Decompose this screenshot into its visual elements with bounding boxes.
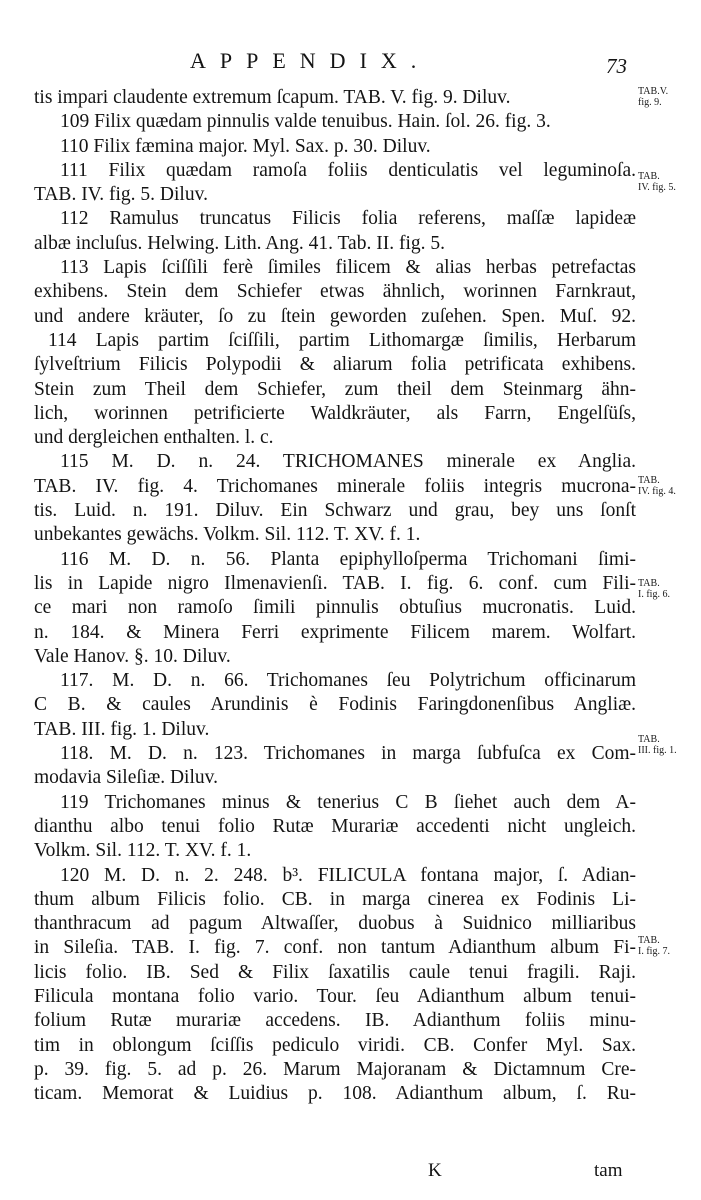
- text-line: n. 184. & Minera Ferri exprimente Filicem marem. Wolfart.: [34, 621, 636, 643]
- text-line: 111 Filix quædam ramoſa foliis denticulatis vel leguminoſa.: [60, 159, 636, 181]
- text-line: 116 M. D. n. 56. Planta epiphylloſperma Trichomani ſimi-: [60, 548, 636, 570]
- text-line: thanthracum ad pagum Altwaſſer, duobus à Suidnico milliaribus: [34, 913, 636, 935]
- text-line: Vale Hanov. §. 10. Diluv.: [34, 645, 231, 667]
- margin-note: IV. fig. 4.: [638, 485, 676, 497]
- margin-note: TAB.: [638, 578, 660, 589]
- text-line: TAB. IV. fig. 4. Trichomanes minerale foliis integris mucrona-: [34, 475, 636, 497]
- text-line: 109 Filix quædam pinnulis valde tenuibus. Hain. ſol. 26. fig. 3.: [60, 111, 551, 133]
- text-line: 113 Lapis ſciſſili ferè ſimiles filicem & alias herbas petrefactas: [60, 257, 636, 279]
- text-line: tis. Luid. n. 191. Diluv. Ein Schwarz und grau, bey uns ſonſt: [34, 500, 636, 522]
- text-line: lis in Lapide nigro Ilmenavienſi. TAB. I. fig. 6. conf. cum Fili-: [34, 572, 636, 594]
- text-line: ticam. Memorat & Luidius p. 108. Adianthum album, ſ. Ru-: [34, 1083, 636, 1105]
- text-line: 110 Filix fæmina major. Myl. Sax. p. 30. Diluv.: [60, 135, 431, 157]
- text-line: 119 Trichomanes minus & tenerius C B ſiehet auch dem A-: [60, 791, 636, 813]
- margin-note: III. fig. 1.: [638, 745, 677, 757]
- text-line: p. 39. fig. 5. ad p. 26. Marum Majoranam & Dictamnum Cre-: [34, 1058, 636, 1080]
- text-line: ce mari non ramoſo ſimili pinnulis obtuſius mucronatis. Luid.: [34, 597, 636, 619]
- margin-note: TAB.V.: [638, 86, 669, 97]
- body-text: [34, 86, 636, 1106]
- text-line: 118. M. D. n. 123. Trichomanes in marga ſubfuſca ex Com-: [60, 743, 636, 765]
- margin-note: TAB.: [638, 474, 660, 486]
- text-line: dianthu albo tenui folio Rutæ Murariæ accedenti nicht ungleich.: [34, 815, 636, 837]
- text-line: exhibens. Stein dem Schiefer etwas ähnlich, worinnen Farnkraut,: [34, 281, 636, 303]
- text-line: lich, worinnen petrificierte Waldkräuter, als Farrn, Engelſüſs,: [34, 402, 636, 424]
- text-line: licis folio. IB. Sed & Filix ſaxatilis caule tenui fragili. Raji.: [34, 961, 636, 983]
- text-line: 120 M. D. n. 2. 248. b³. FILICULA fontana major, ſ. Adian-: [60, 864, 636, 886]
- text-line: TAB. IV. fig. 5. Diluv.: [34, 184, 208, 206]
- text-line: thum album Filicis folio. CB. in marga cinerea ex Fodinis Li-: [34, 888, 636, 910]
- page-number: 73: [606, 54, 627, 78]
- text-line: unbekantes gewächs. Volkm. Sil. 112. T. XV. f. 1.: [34, 524, 421, 546]
- text-line: tis impari claudente extremum ſcapum. TAB. V. fig. 9. Diluv.: [34, 87, 511, 108]
- margin-note: IV. fig. 5.: [638, 181, 676, 193]
- text-line: 112 Ramulus truncatus Filicis folia referens, maſſæ lapideæ: [60, 208, 636, 230]
- text-line: 114 Lapis partim ſciſſili, partim Lithomargæ ſimilis, Herbarum: [48, 329, 636, 351]
- text-line: und dergleichen enthalten. l. c.: [34, 427, 274, 449]
- text-line: ſylveſtrium Filicis Polypodii & aliarum folia petrificata exhibens.: [34, 354, 636, 376]
- text-line: albæ incluſus. Helwing. Lith. Ang. 41. Tab. II. fig. 5.: [34, 232, 445, 254]
- text-line: Filicula montana folio vario. Tour. ſeu Adianthum album tenui-: [34, 985, 636, 1007]
- margin-note: TAB.: [638, 934, 660, 946]
- margin-note: fig. 9.: [638, 97, 662, 108]
- text-line: 117. M. D. n. 66. Trichomanes ſeu Polytrichum officinarum: [60, 670, 636, 692]
- signature-mark: K: [428, 1160, 442, 1181]
- text-line: folium Rutæ murariæ accedens. IB. Adianthum foliis minu-: [34, 1010, 636, 1032]
- catchword: tam: [594, 1160, 623, 1181]
- text-line: TAB. III. fig. 1. Diluv.: [34, 718, 210, 740]
- text-line: Stein zum Theil dem Schiefer, zum theil dem Steinmarg ähn-: [34, 378, 636, 400]
- margin-note: I. fig. 6.: [638, 589, 670, 600]
- text-line: 115 M. D. n. 24. TRICHOMANES minerale ex Anglia.: [60, 451, 636, 473]
- text-line: modavia Sileſiæ. Diluv.: [34, 767, 218, 789]
- text-line: in Sileſia. TAB. I. fig. 7. conf. non tantum Adianthum album Fi-: [34, 937, 636, 959]
- margin-note: TAB.: [638, 170, 660, 182]
- running-title: APPENDIX.: [190, 48, 431, 73]
- margin-note: TAB.: [638, 734, 660, 746]
- margin-note: I. fig. 7.: [638, 945, 670, 957]
- text-line: und andere kräuter, ſo zu ſtein geworden zuſehen. Spen. Muſ. 92.: [34, 305, 636, 327]
- text-line: Volkm. Sil. 112. T. XV. f. 1.: [34, 840, 252, 862]
- text-line: tim in oblongum ſciſſis pediculo viridi. CB. Confer Myl. Sax.: [34, 1034, 636, 1056]
- text-line: C B. & caules Arundinis è Fodinis Faringdonenſibus Angliæ.: [34, 694, 636, 716]
